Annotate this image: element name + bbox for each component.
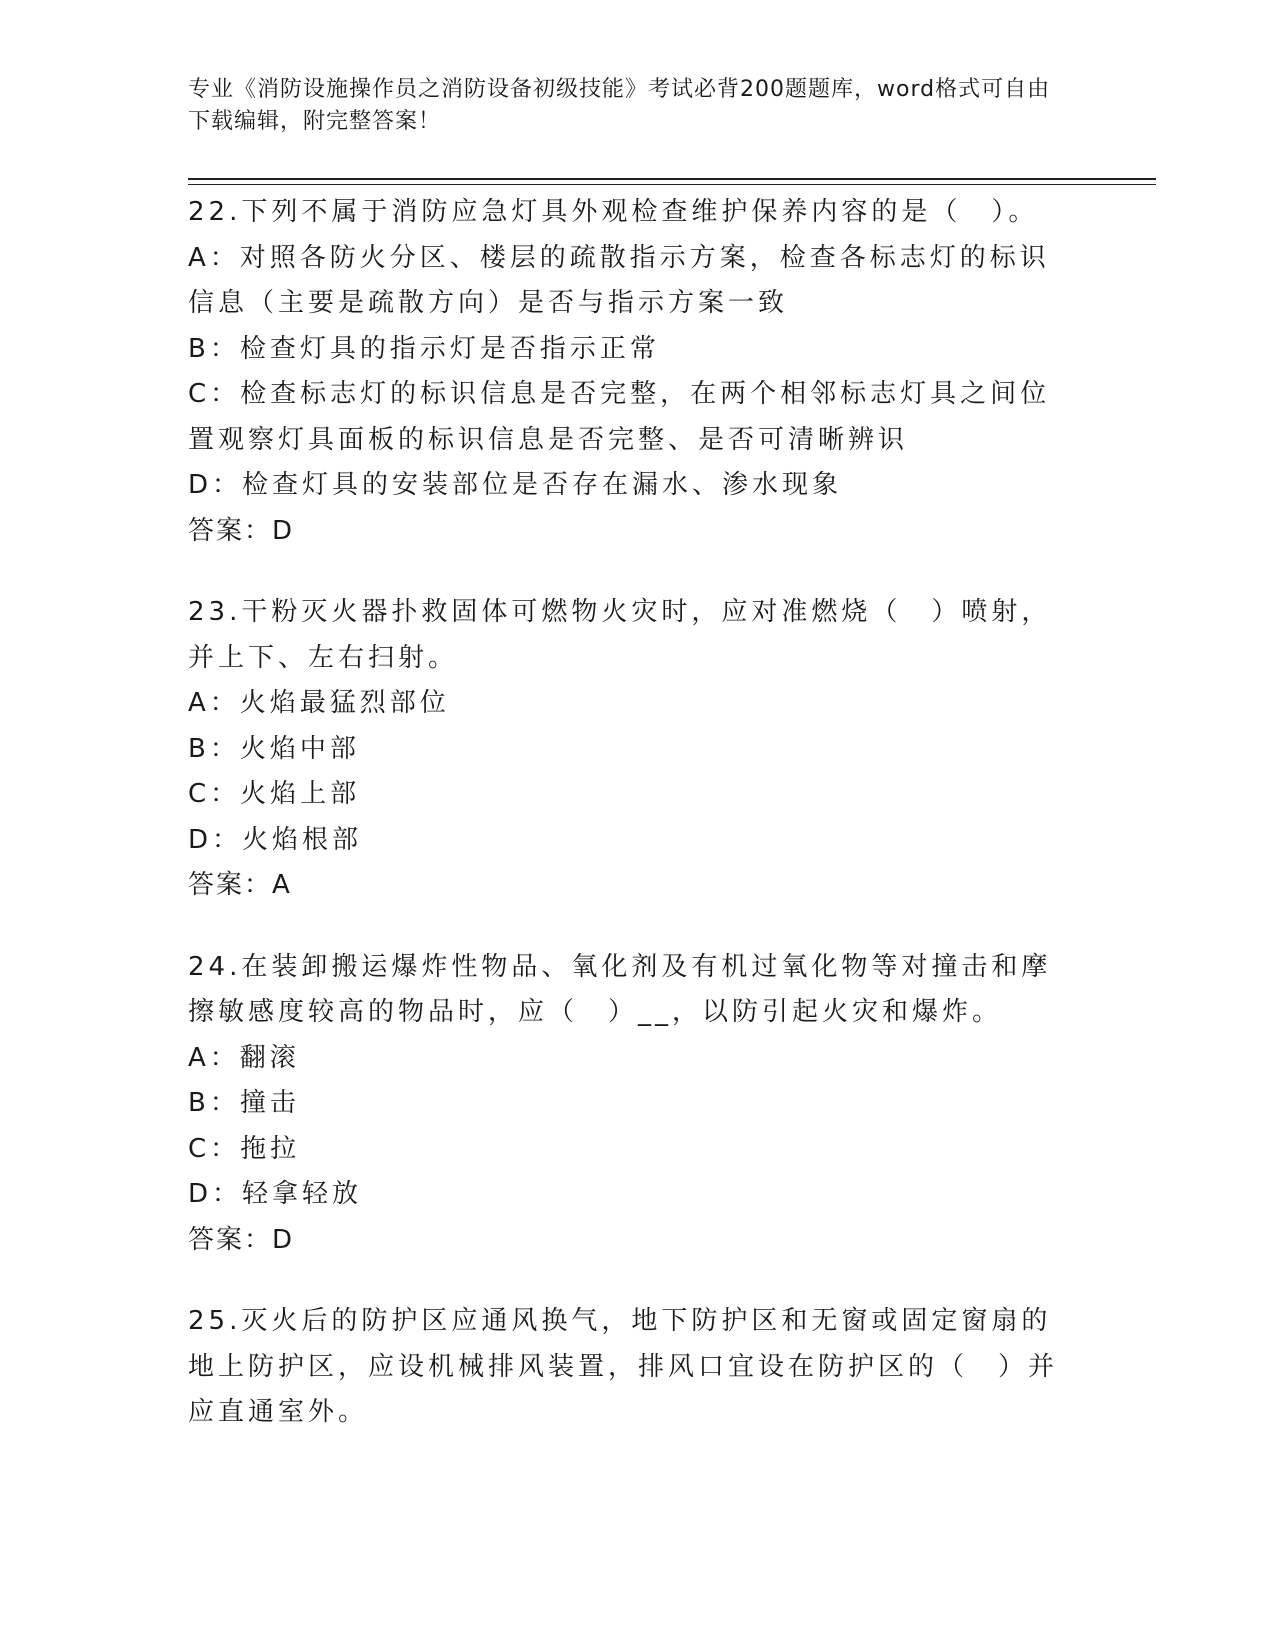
answer-value: D <box>272 1224 295 1255</box>
question-22 <box>188 190 1078 554</box>
answer-value: A <box>272 870 292 900</box>
question-23 <box>188 590 1078 909</box>
header-divider-thin <box>188 184 1156 185</box>
option-d: D：检查灯具的安装部位是否存在漏水、渗水现象 <box>188 470 843 500</box>
question-stem: 22.下列不属于消防应急灯具外观检查维护保养内容的是（ ）。 <box>188 197 1039 227</box>
question-25 <box>188 1299 1078 1436</box>
answer-label: 答案： <box>188 515 273 546</box>
option-c: C：检查标志灯的标识信息是否完整，在两个相邻标志灯具之间位置观察灯具面板的标识信息是否完整、是否可清晰辨识 <box>188 379 1051 455</box>
answer-line <box>188 509 1078 555</box>
header-divider-thick <box>188 178 1156 180</box>
answer-label: 答案： <box>188 870 273 900</box>
answer-line <box>188 1218 1078 1264</box>
option-a: A：火焰最猛烈部位 <box>188 688 450 718</box>
document-header: 专业《消防设施操作员之消防设备初级技能》考试必背200题题库，word格式可自由下载编辑，附完整答案！ <box>188 77 1051 134</box>
option-b: B：撞击 <box>188 1088 300 1118</box>
question-stem: 25.灭火后的防护区应通风换气，地下防护区和无窗或固定窗扇的地上防护区，应设机械排风装置，排风口宜设在防护区的（ ）并应直通室外。 <box>188 1306 1059 1427</box>
answer-label: 答案： <box>188 1224 273 1255</box>
option-b: B：检查灯具的指示灯是否指示正常 <box>188 333 660 364</box>
option-a: A：翻滚 <box>188 1042 300 1073</box>
question-stem: 23.干粉灭火器扑救固体可燃物火灾时，应对准燃烧（ ）喷射，并上下、左右扫射。 <box>188 597 1052 673</box>
question-list <box>188 190 1078 1472</box>
question-24 <box>188 945 1078 1264</box>
answer-line <box>188 863 1078 909</box>
option-c: C：拖拉 <box>188 1133 301 1164</box>
answer-value: D <box>272 515 295 546</box>
option-d: D：轻拿轻放 <box>188 1179 363 1209</box>
option-a: A：对照各防火分区、楼层的疏散指示方案，检查各标志灯的标识信息（主要是疏散方向）是否与指示方案一致 <box>188 242 1050 318</box>
question-stem: 24.在装卸搬运爆炸性物品、氧化剂及有机过氧化物等对撞击和摩擦敏感度较高的物品时，应（ ）__，以防引起火灾和爆炸。 <box>188 951 1052 1027</box>
option-c: C：火焰上部 <box>188 779 361 809</box>
option-b: B：火焰中部 <box>188 733 360 764</box>
option-d: D：火焰根部 <box>188 824 363 855</box>
